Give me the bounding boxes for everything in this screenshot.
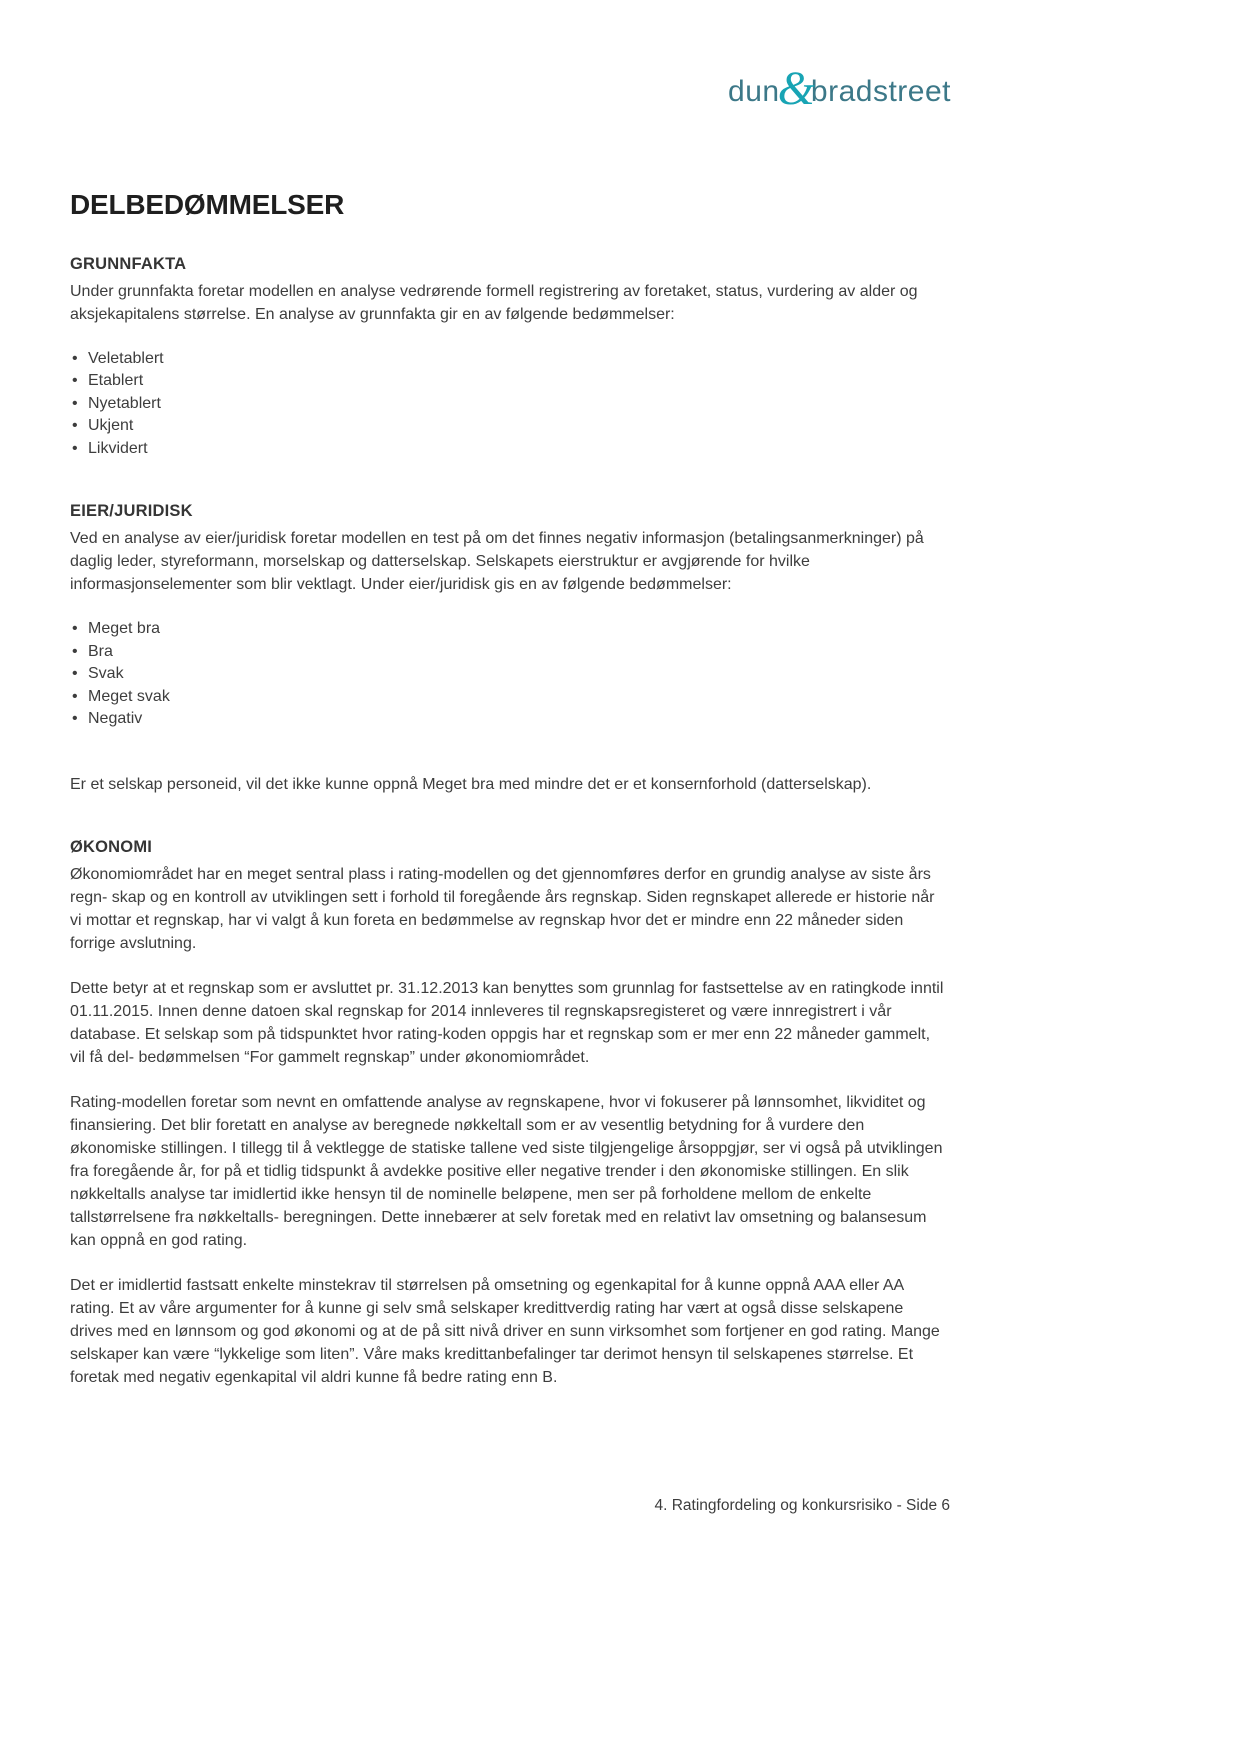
list-item: • Bra bbox=[70, 641, 946, 664]
page-footer: 4. Ratingfordeling og konkursrisiko - Side 6 bbox=[654, 1497, 950, 1514]
list-item: • Meget bra bbox=[70, 618, 946, 641]
logo-ampersand-icon: & bbox=[777, 62, 815, 115]
list-item: • Ukjent bbox=[70, 415, 946, 438]
section-heading-eier-juridisk: EIER/JURIDISK bbox=[70, 502, 193, 521]
logo-text-bradstreet: bradstreet bbox=[810, 75, 951, 108]
eier-juridisk-intro-paragraph: Ved en analyse av eier/juridisk foretar modellen en test på om det finnes negativ informasjon (betalingsanmerkninger) på daglig leder, styreformann, morselskap og datterselskap. Selskapets eierstruktur er avgjørende for hvilke informasjonselementer som blir vektlagt. Under eier/juridisk gis en av følgende bedømmelser: bbox=[70, 530, 924, 594]
section-grunnfakta bbox=[70, 255, 946, 461]
grunnfakta-bullet-list bbox=[70, 348, 946, 461]
dun-bradstreet-logo bbox=[728, 62, 951, 116]
okonomi-paragraph-4: Det er imidlertid fastsatt enkelte minstekrav til størrelsen på omsetning og egenkapital for å kunne oppnå AAA eller AA rating. Et av våre argumenter for å kunne gi selv små selskaper kredittverdig rating har vært at også disse selskapene drives med en lønnsom og god økonomi og at de på sitt nivå driver en sunn virksomhet som fortjener en god rating. Mange selskaper kan være “lykkelige som liten”. Våre maks kredittanbefalinger tar derimot hensyn til selskapenes størrelse. Et foretak med negativ egenkapital vil aldri kunne få bedre rating enn B. bbox=[70, 1276, 940, 1386]
okonomi-paragraph-3: Rating-modellen foretar som nevnt en omfattende analyse av regnskapene, hvor vi fokuserer på lønnsomhet, likviditet og finansiering. Det blir foretatt en analyse av beregnede nøkkeltall som er av vesentlig betydning for å vurdere den økonomiske stillingen. I tillegg til å vektlegge de statiske tallene ved siste tilgjengelige årsoppgjør, ser vi også på utviklingen fra foregående år, for på et tidlig tidspunkt å avdekke positive eller negative trender i den økonomiske stillingen. En slik nøkkeltalls analyse tar imidlertid ikke hensyn til de nominelle beløpene, men ser på forholdene mellom de enkelte tallstørrelsene fra nøkkeltalls- beregningen. Dette innebærer at selv foretak med en relativt lav omsetning og balansesum kan oppnå en god rating. bbox=[70, 1093, 943, 1249]
list-item: • Svak bbox=[70, 663, 946, 686]
section-okonomi bbox=[70, 838, 946, 1389]
section-heading-okonomi: ØKONOMI bbox=[70, 837, 153, 856]
section-heading-grunnfakta: GRUNNFAKTA bbox=[70, 254, 187, 273]
page-title: DELBEDØMMELSER bbox=[70, 189, 345, 220]
list-item: • Etablert bbox=[70, 370, 946, 393]
document-content bbox=[70, 190, 946, 1431]
logo-text-dun: dun bbox=[728, 75, 780, 108]
list-item: • Nyetablert bbox=[70, 393, 946, 416]
eier-juridisk-note-paragraph: Er et selskap personeid, vil det ikke kunne oppnå Meget bra med mindre det er et konsernforhold (datterselskap). bbox=[70, 775, 872, 793]
eier-juridisk-bullet-list bbox=[70, 618, 946, 731]
list-item: • Likvidert bbox=[70, 438, 946, 461]
okonomi-paragraph-1: Økonomiområdet har en meget sentral plass i rating-modellen og det gjennomføres derfor en grundig analyse av siste års regn- skap og en kontroll av utviklingen sett i forhold til foregående års regnskap. Siden regnskapet allerede er historie når vi mottar et regnskap, har vi valgt å kun foreta en bedømmelse av regnskap hvor det er mindre enn 22 måneder siden forrige avslutning. bbox=[70, 865, 935, 952]
section-eier-juridisk bbox=[70, 502, 946, 796]
list-item: • Veletablert bbox=[70, 348, 946, 371]
okonomi-paragraph-2: Dette betyr at et regnskap som er avsluttet pr. 31.12.2013 kan benyttes som grunnlag for fastsettelse av en ratingkode inntil 01.11.2015. Innen denne datoen skal regnskap for 2014 innleveres til regnskapsregisteret og være innregistrert i vår database. Et selskap som på tidspunktet hvor rating-koden oppgis har et regnskap som er mer enn 22 måneder gammelt, vil få del- bedømmelsen “For gammelt regnskap” under økonomiområdet. bbox=[70, 979, 944, 1066]
list-item: • Meget svak bbox=[70, 686, 946, 709]
list-item: • Negativ bbox=[70, 708, 946, 731]
grunnfakta-intro-paragraph: Under grunnfakta foretar modellen en analyse vedrørende formell registrering av foretaket, status, vurdering av alder og aksjekapitalens størrelse. En analyse av grunnfakta gir en av følgende bedømmelser: bbox=[70, 282, 918, 323]
